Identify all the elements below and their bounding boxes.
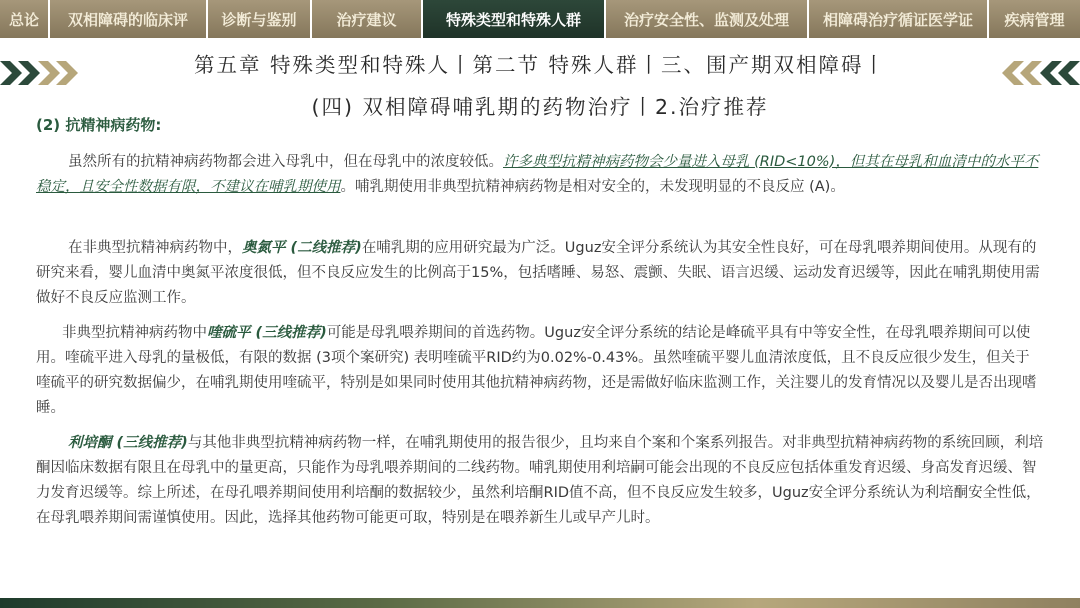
paragraph-olanzapine [36, 236, 1044, 311]
bottom-decor-bar [0, 598, 1080, 608]
tab-evidence[interactable]: 相障碍治疗循证医学证 [809, 0, 989, 38]
tab-overview[interactable]: 总论 [0, 0, 50, 38]
top-nav [0, 0, 1080, 38]
paragraph-text: 。哺乳期使用非典型抗精神病药物是相对安全的，未发现明显的不良反应 (A)。 [340, 179, 845, 195]
paragraph-text: 非典型抗精神病药物中 [62, 325, 207, 341]
paragraph-text: 与其他非典型抗精神病药物一样，在哺乳期使用的报告很少，且均来自个案和个案系列报告。对非典型抗精神病药物的系统回顾，利培酮因临床数据有限且在母乳中的量更高，只能作为母乳喂养期间的二线药物。哺乳期使用利培嗣可能会出现的不良反应包括体重发育迟缓、身高发育迟缓、智力发育迟缓等。综上所述，在母孔喂养期间使用利培酮的数据较少，虽然利培酮RID值不高，但不良反应发生较多，Uguz安全评分系统认为利培酮安全性低，在母乳喂养期间需谨慎使用。因此，选择其他药物可能更可取，特别是在喂养新生儿或早产儿时。 [36, 435, 1044, 526]
paragraph-typical-antipsychotics [36, 150, 1044, 200]
section-subheading: (2) 抗精神病药物: [36, 116, 162, 134]
paragraph-quetiapine [36, 321, 1044, 421]
chevron-arrows-left-icon [1000, 58, 1080, 88]
tab-diagnosis[interactable]: 诊断与鉴别 [208, 0, 312, 38]
paragraph-text: 虽然所有的抗精神病药物都会进入母乳中，但在母乳中的浓度较低。 [68, 154, 503, 170]
page-title-line-2: (四) 双相障碍哺乳期的药物治疗丨2.治疗推荐 [311, 95, 769, 119]
tab-clinical-assessment[interactable]: 双相障碍的临床评 [50, 0, 208, 38]
tab-treatment[interactable]: 治疗建议 [312, 0, 423, 38]
paragraph-risperidone [36, 431, 1044, 531]
paragraph-text: 在哺乳期的应用研究最为广泛。Uguz安全评分系统认为其安全性良好，可在母乳喂养期间使用。从现有的研究来看，婴儿血清中奥氮平浓度很低，但不良反应发生的比例高于15%，包括嗜睡、易怒、震颤、失眠、语言迟缓、运动发育迟缓等，因此在哺乳期使用需做好不良反应监测工作。 [36, 240, 1040, 306]
drug-name-risperidone: 利培酮 (三线推荐) [68, 435, 188, 451]
paragraph-text: 可能是母乳喂养期间的首选药物。Uguz安全评分系统的结论是峰硫平具有中等安全性，在母乳喂养期间可以使用。喹硫平进入母乳的量极低，有限的数据 (3项个案研究) 表明喹硫平RID约为0.02%-0.43%。虽然喹硫平婴儿血清浓度低，且不良反应很少发生，但关于喹硫平的研究数据偏少，在哺乳期使用喹硫平，特别是如果同时使用其他抗精神病药物，还是需做好临床监测工作，关注婴儿的发育情况以及婴儿是否出现嗜睡。 [36, 325, 1037, 416]
page-title-line-1: 第五章 特殊类型和特殊人丨第二节 特殊人群丨三、围产期双相障碍丨 [193, 53, 887, 77]
tab-disease-management[interactable]: 疾病管理 [989, 0, 1080, 38]
highlighted-statement: 许多典型抗精神病药物会少量进入母乳 (RID<10%)，但其在母乳和血清中的水平不稳定，且安全性数据有限，不建议在哺乳期使用 [36, 154, 1039, 195]
chevron-arrows-right-icon [0, 58, 80, 88]
drug-name-quetiapine: 喹硫平 (三线推荐) [207, 325, 327, 341]
tab-special-populations[interactable]: 特殊类型和特殊人群 [423, 0, 606, 38]
paragraph-text: 在非典型抗精神病药物中， [68, 240, 242, 256]
drug-name-olanzapine: 奥氮平 (二线推荐) [242, 240, 362, 256]
tab-safety-monitoring[interactable]: 治疗安全性、监测及处理 [606, 0, 809, 38]
